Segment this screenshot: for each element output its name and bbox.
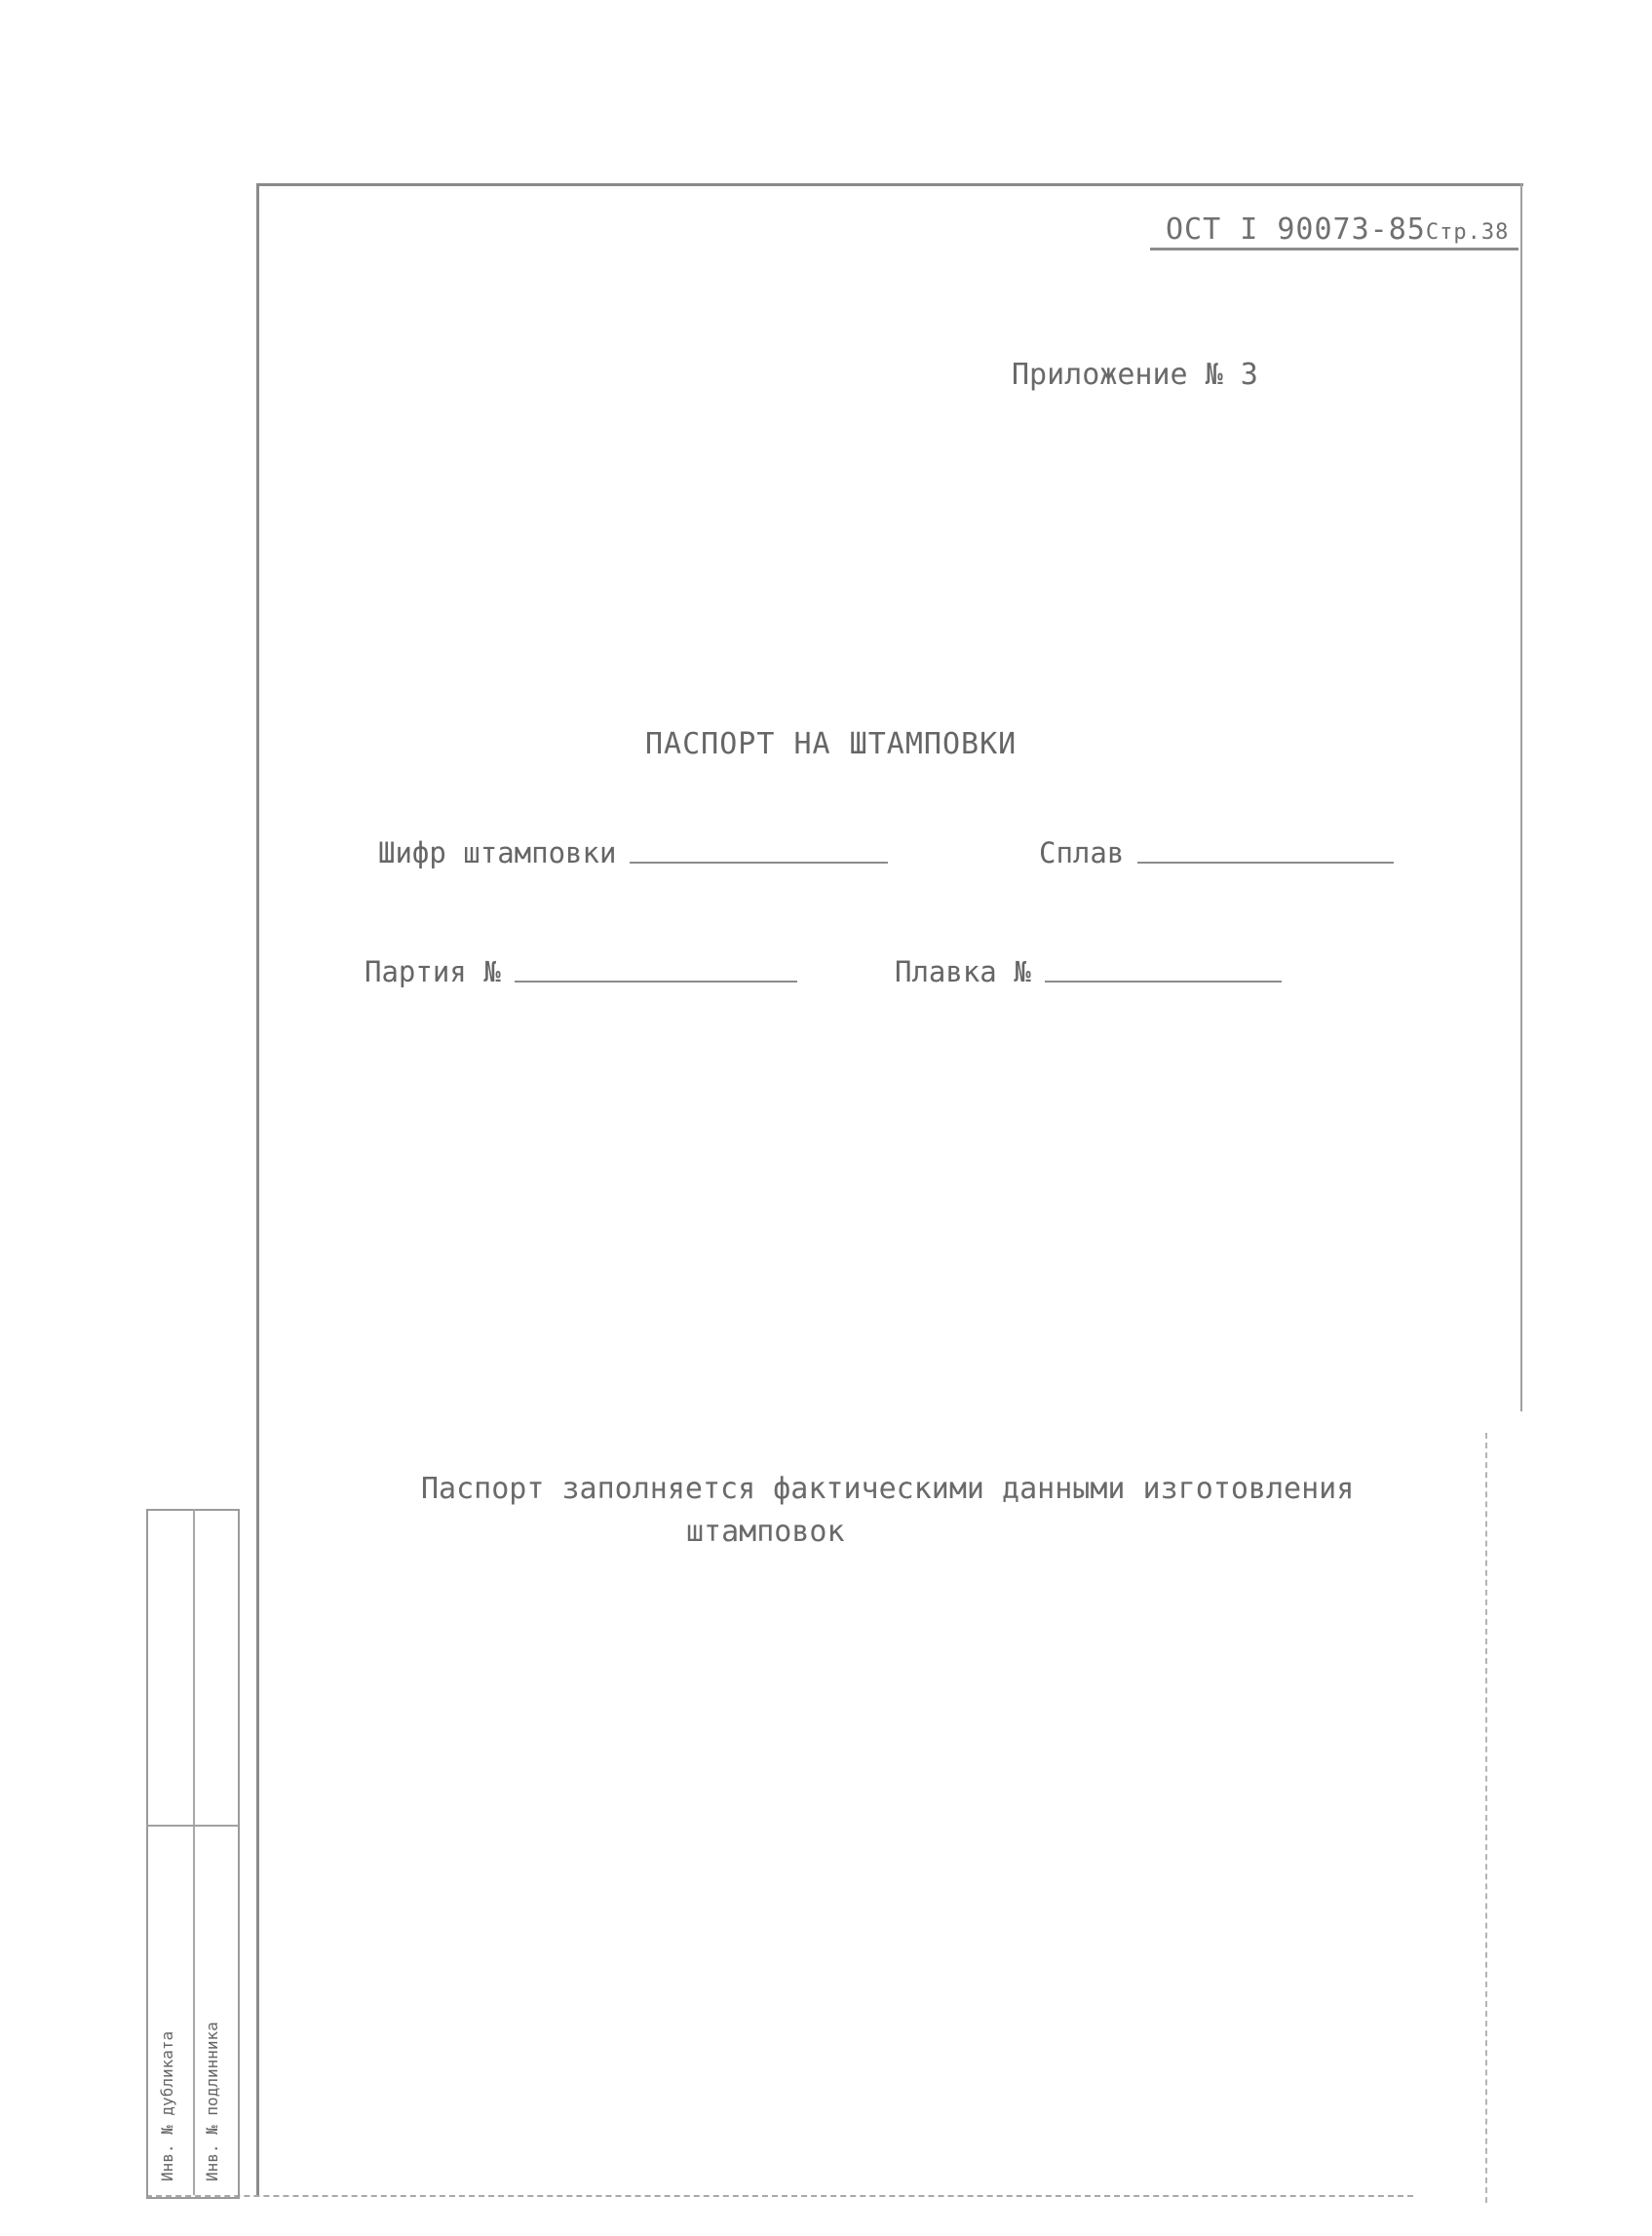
frame-right-border — [1520, 183, 1522, 1411]
note-line-2: штамповок — [686, 1515, 845, 1549]
document-code — [1166, 212, 1509, 247]
frame-right-border-lower — [1485, 1433, 1487, 2203]
note-text — [421, 1468, 1396, 1554]
doc-code-text: ОСТ I 90073-85 — [1166, 212, 1426, 247]
stamp-label-duplicate: Инв. № дубликата — [158, 2030, 176, 2181]
page-reference: Стр.38 — [1425, 220, 1510, 245]
stamping-code-field — [378, 836, 888, 869]
batch-field — [365, 955, 797, 988]
appendix-label: Приложение № 3 — [1012, 358, 1258, 392]
melt-blank[interactable] — [1045, 981, 1282, 983]
stamping-code-label: Шифр штамповки — [378, 836, 617, 869]
melt-label: Плавка № — [895, 955, 1031, 988]
side-stamp-divider — [193, 1509, 195, 2195]
page-title: ПАСПОРТ НА ШТАМПОВКИ — [645, 727, 1018, 761]
alloy-field — [1039, 836, 1394, 869]
stamping-code-blank[interactable] — [630, 862, 888, 864]
doc-code-underline — [1150, 248, 1518, 251]
frame-bottom-border — [146, 2195, 1413, 2197]
melt-field — [895, 955, 1282, 988]
alloy-blank[interactable] — [1137, 862, 1394, 864]
batch-blank[interactable] — [515, 981, 797, 983]
batch-label: Партия № — [365, 955, 501, 988]
stamp-label-original: Инв. № подлинника — [203, 2022, 221, 2181]
frame-left-border — [256, 183, 259, 2196]
frame-top-border — [256, 183, 1523, 186]
note-line-1: Паспорт заполняется фактическими данными изготовления — [421, 1472, 1355, 1506]
alloy-label: Сплав — [1039, 836, 1125, 869]
side-stamp-row-divider — [146, 1825, 239, 1827]
